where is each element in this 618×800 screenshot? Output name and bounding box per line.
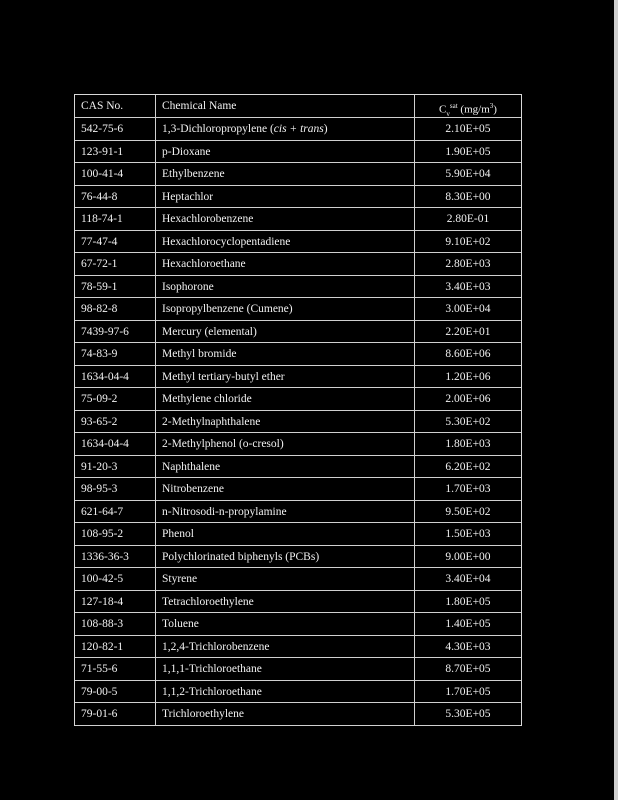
chemical-name: Toluene bbox=[156, 613, 415, 635]
csat-value: 2.20E+01 bbox=[445, 325, 491, 338]
header-csat-sub: v bbox=[446, 109, 450, 117]
header-csat-unit-close: ) bbox=[493, 103, 497, 116]
chemical-name: Phenol bbox=[156, 523, 415, 545]
cas-number: 67-72-1 bbox=[75, 253, 156, 275]
chemical-name: Styrene bbox=[156, 568, 415, 590]
header-csat-symbol: C bbox=[439, 103, 447, 116]
table-row bbox=[75, 523, 521, 546]
csat-value: 5.90E+04 bbox=[445, 168, 491, 180]
chemical-name: n-Nitrosodi-n-propylamine bbox=[156, 501, 415, 523]
cas-number: 100-41-4 bbox=[75, 163, 156, 185]
cas-number: 98-82-8 bbox=[75, 298, 156, 320]
chemical-name: 1,1,2-Trichloroethane bbox=[156, 681, 415, 703]
chemical-name: p-Dioxane bbox=[156, 141, 415, 163]
chemical-name: Hexachlorocyclopentadiene bbox=[156, 231, 415, 253]
cas-number: 77-47-4 bbox=[75, 231, 156, 253]
table-row bbox=[75, 703, 521, 726]
cas-number: 91-20-3 bbox=[75, 456, 156, 478]
table-header-row bbox=[75, 95, 521, 118]
table-row bbox=[75, 141, 521, 164]
chemical-name: 1,2,4-Trichlorobenzene bbox=[156, 636, 415, 658]
cas-number: 79-01-6 bbox=[75, 703, 156, 725]
csat-value: 1.90E+05 bbox=[445, 145, 491, 158]
table-row bbox=[75, 366, 521, 389]
csat-value: 1.80E+05 bbox=[445, 595, 491, 608]
csat-value: 6.20E+02 bbox=[445, 460, 491, 473]
csat-value: 5.30E+02 bbox=[445, 415, 491, 428]
chemical-name-text: 1,3-Dichloropropylene ( bbox=[162, 123, 274, 135]
cas-number: 1634-04-4 bbox=[75, 433, 156, 455]
chemical-name: Isophorone bbox=[156, 276, 415, 298]
chemical-name: Methyl tertiary-butyl ether bbox=[156, 366, 415, 388]
chemical-name: Hexachlorobenzene bbox=[156, 208, 415, 230]
table-row bbox=[75, 343, 521, 366]
chemical-name: Polychlorinated biphenyls (PCBs) bbox=[156, 546, 415, 568]
chemical-name: Hexachloroethane bbox=[156, 253, 415, 275]
table-row bbox=[75, 411, 521, 434]
table-row bbox=[75, 456, 521, 479]
csat-value: 9.10E+02 bbox=[445, 235, 491, 248]
header-csat-unit: (mg/m bbox=[457, 103, 490, 116]
cas-number: 127-18-4 bbox=[75, 591, 156, 613]
csat-value: 1.40E+05 bbox=[445, 618, 491, 630]
chemical-name: Trichloroethylene bbox=[156, 703, 415, 725]
table-row bbox=[75, 186, 521, 209]
chemical-name: 2-Methylphenol (o-cresol) bbox=[156, 433, 415, 455]
table-row bbox=[75, 253, 521, 276]
csat-value: 8.30E+00 bbox=[445, 190, 491, 203]
csat-value: 1.70E+05 bbox=[445, 685, 491, 698]
cas-number: 79-00-5 bbox=[75, 681, 156, 703]
table-row bbox=[75, 298, 521, 321]
chemical-name: Mercury (elemental) bbox=[156, 321, 415, 343]
header-chemical-name: Chemical Name bbox=[156, 95, 415, 117]
chemical-name: Ethylbenzene bbox=[156, 163, 415, 185]
cas-number: 1336-36-3 bbox=[75, 546, 156, 568]
cas-number: 108-95-2 bbox=[75, 523, 156, 545]
table-row bbox=[75, 163, 521, 186]
cas-number: 118-74-1 bbox=[75, 208, 156, 230]
table-row bbox=[75, 591, 521, 614]
cas-number: 71-55-6 bbox=[75, 658, 156, 680]
table-row bbox=[75, 388, 521, 411]
csat-value: 4.30E+03 bbox=[445, 640, 491, 653]
chemical-name: Isopropylbenzene (Cumene) bbox=[156, 298, 415, 320]
table-row bbox=[75, 208, 521, 231]
csat-value: 2.80E-01 bbox=[446, 213, 490, 225]
table-row bbox=[75, 276, 521, 299]
table-row bbox=[75, 433, 521, 456]
header-csat-unit-exp: 3 bbox=[489, 102, 494, 110]
csat-value: 3.40E+03 bbox=[445, 280, 491, 293]
csat-value: 8.60E+06 bbox=[445, 348, 491, 360]
header-csat bbox=[415, 95, 521, 117]
table-body bbox=[75, 118, 521, 726]
csat-value: 2.00E+06 bbox=[445, 393, 491, 405]
cas-number: 78-59-1 bbox=[75, 276, 156, 298]
csat-value: 9.50E+02 bbox=[445, 505, 491, 518]
csat-value: 8.70E+05 bbox=[445, 663, 491, 675]
chemical-name-close: ) bbox=[323, 123, 328, 135]
cas-number: 108-88-3 bbox=[75, 613, 156, 635]
chemical-table bbox=[74, 94, 522, 726]
table-row bbox=[75, 658, 521, 681]
cas-number: 621-64-7 bbox=[75, 501, 156, 523]
cas-number: 100-42-5 bbox=[75, 568, 156, 590]
csat-value: 3.00E+04 bbox=[445, 303, 491, 315]
chemical-name: Nitrobenzene bbox=[156, 478, 415, 500]
csat-value: 2.80E+03 bbox=[445, 258, 491, 270]
chemical-name: 1,1,1-Trichloroethane bbox=[156, 658, 415, 680]
csat-value: 1.50E+03 bbox=[445, 528, 491, 540]
chemical-name bbox=[156, 118, 415, 140]
chemical-name: Methyl bromide bbox=[156, 343, 415, 365]
table-row bbox=[75, 478, 521, 501]
cas-number: 7439-97-6 bbox=[75, 321, 156, 343]
table-row bbox=[75, 681, 521, 704]
cas-number: 542-75-6 bbox=[75, 118, 156, 140]
csat-value: 1.70E+03 bbox=[445, 483, 491, 495]
csat-value: 9.00E+00 bbox=[445, 550, 491, 563]
cas-number: 93-65-2 bbox=[75, 411, 156, 433]
table-row bbox=[75, 321, 521, 344]
table-row bbox=[75, 546, 521, 569]
chemical-name-italic: cis + trans bbox=[273, 123, 324, 135]
table-row bbox=[75, 568, 521, 591]
table-row bbox=[75, 231, 521, 254]
csat-value: 1.20E+06 bbox=[445, 370, 491, 383]
table-row bbox=[75, 636, 521, 659]
table-row bbox=[75, 118, 521, 141]
header-cas: CAS No. bbox=[75, 95, 156, 117]
cas-number: 74-83-9 bbox=[75, 343, 156, 365]
chemical-name: Heptachlor bbox=[156, 186, 415, 208]
cas-number: 1634-04-4 bbox=[75, 366, 156, 388]
table-row bbox=[75, 501, 521, 524]
chemical-name: 2-Methylnaphthalene bbox=[156, 411, 415, 433]
csat-value: 2.10E+05 bbox=[445, 123, 491, 135]
chemical-name: Naphthalene bbox=[156, 456, 415, 478]
cas-number: 75-09-2 bbox=[75, 388, 156, 410]
csat-value: 5.30E+05 bbox=[445, 708, 491, 720]
chemical-name: Tetrachloroethylene bbox=[156, 591, 415, 613]
cas-number: 120-82-1 bbox=[75, 636, 156, 658]
page-edge bbox=[614, 0, 618, 800]
csat-value: 3.40E+04 bbox=[445, 573, 491, 585]
cas-number: 123-91-1 bbox=[75, 141, 156, 163]
chemical-name: Methylene chloride bbox=[156, 388, 415, 410]
cas-number: 98-95-3 bbox=[75, 478, 156, 500]
header-csat-sup: sat bbox=[449, 102, 458, 110]
cas-number: 76-44-8 bbox=[75, 186, 156, 208]
csat-value: 1.80E+03 bbox=[445, 438, 491, 450]
table-row bbox=[75, 613, 521, 636]
